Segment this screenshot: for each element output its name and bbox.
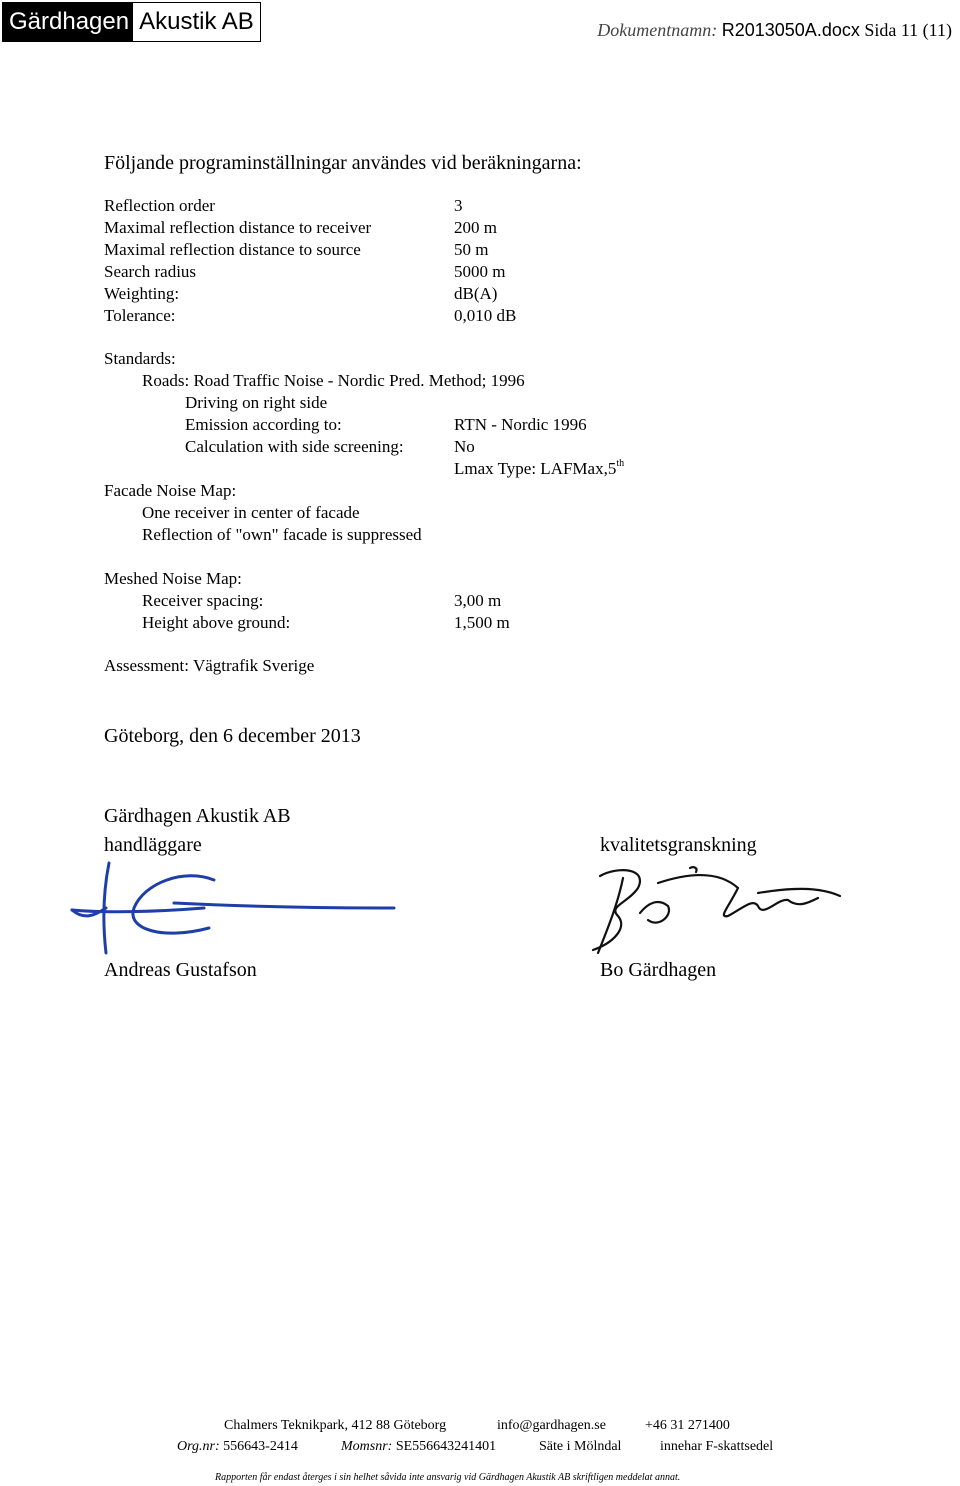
facade-line: One receiver in center of facade — [142, 503, 360, 522]
document-header — [597, 20, 952, 41]
setting-value: 50 m — [454, 240, 489, 259]
footer-phone: +46 31 271400 — [645, 1418, 730, 1433]
screening-label: Calculation with side screening: — [185, 437, 404, 456]
spacing-value: 3,00 m — [454, 591, 502, 610]
setting-value: 5000 m — [454, 262, 506, 281]
setting-value: 3 — [454, 196, 463, 215]
doc-name: R2013050A.docx — [721, 20, 860, 40]
facade-line: Reflection of "own" facade is suppressed — [142, 525, 422, 544]
height-label: Height above ground: — [142, 613, 291, 632]
signature-stroke — [174, 903, 394, 908]
reviewer-role: kvalitetsgranskning — [600, 834, 757, 856]
signature-stroke — [593, 870, 640, 950]
screening-value: No — [454, 437, 475, 456]
footer-email[interactable]: info@gardhagen.se — [497, 1418, 606, 1433]
lmax-type — [454, 458, 624, 480]
footer-momsnr — [341, 1439, 496, 1455]
signature-stroke — [658, 875, 818, 916]
logo-dark-part: Gärdhagen — [3, 3, 133, 41]
facade-title: Facade Noise Map: — [104, 481, 237, 500]
page-number: Sida 11 (11) — [864, 20, 952, 40]
reviewer-name: Bo Gärdhagen — [600, 959, 717, 981]
orgnr-label: Org.nr: — [177, 1439, 220, 1454]
standards-roads: Roads: Road Traffic Noise - Nordic Pred. Method; 1996 — [142, 371, 525, 390]
orgnr-value: 556643-2414 — [223, 1439, 298, 1454]
signature-stroke — [72, 908, 204, 912]
assessment: Assessment: Vägtrafik Sverige — [104, 656, 315, 675]
lmax-superscript: th — [616, 458, 625, 469]
setting-value: 200 m — [454, 218, 497, 237]
standards-driving: Driving on right side — [185, 393, 328, 412]
logo-light-part: Akustik AB — [133, 3, 260, 41]
place-date: Göteborg, den 6 december 2013 — [104, 725, 361, 747]
meshed-title: Meshed Noise Map: — [104, 569, 242, 588]
setting-label: Search radius — [104, 262, 197, 281]
setting-label: Tolerance: — [104, 306, 176, 325]
handler-role: handläggare — [104, 834, 202, 856]
settings-labels — [104, 195, 371, 327]
setting-value: 0,010 dB — [454, 306, 517, 325]
doc-name-label: Dokumentnamn: — [597, 20, 718, 40]
footer-orgnr — [177, 1439, 298, 1455]
page-heading: Följande programinställningar användes vid beräkningarna: — [104, 152, 582, 174]
momsnr-label: Momsnr: — [341, 1439, 393, 1454]
spacing-label: Receiver spacing: — [142, 591, 264, 610]
settings-values — [454, 195, 516, 327]
footer-note: Rapporten får endast återges i sin helhet såvida inte ansvarig vid Gärdhagen Akustik AB skriftligen meddelat annat. — [215, 1472, 681, 1483]
signature-stroke — [758, 889, 840, 896]
footer-seat: Säte i Mölndal — [539, 1439, 622, 1454]
company-name: Gärdhagen Akustik AB — [104, 805, 291, 827]
reviewer-signature — [578, 858, 848, 958]
lmax-text: Lmax Type: LAFMax,5 — [454, 459, 617, 478]
signature-stroke — [690, 867, 697, 872]
setting-value: dB(A) — [454, 284, 498, 303]
footer-address: Chalmers Teknikpark, 412 88 Göteborg — [224, 1418, 447, 1433]
setting-label: Maximal reflection distance to source — [104, 240, 361, 259]
footer-tax: innehar F-skattsedel — [660, 1439, 774, 1454]
handler-signature — [64, 858, 404, 958]
standards-title: Standards: — [104, 349, 176, 368]
company-logo — [2, 2, 261, 42]
emission-label: Emission according to: — [185, 415, 342, 434]
handler-name: Andreas Gustafson — [104, 959, 257, 981]
emission-value: RTN - Nordic 1996 — [454, 415, 587, 434]
setting-label: Reflection order — [104, 196, 215, 215]
setting-label: Maximal reflection distance to receiver — [104, 218, 372, 237]
signature-stroke — [640, 902, 669, 923]
height-value: 1,500 m — [454, 613, 510, 632]
setting-label: Weighting: — [104, 284, 180, 303]
momsnr-value: SE556643241401 — [395, 1439, 497, 1454]
